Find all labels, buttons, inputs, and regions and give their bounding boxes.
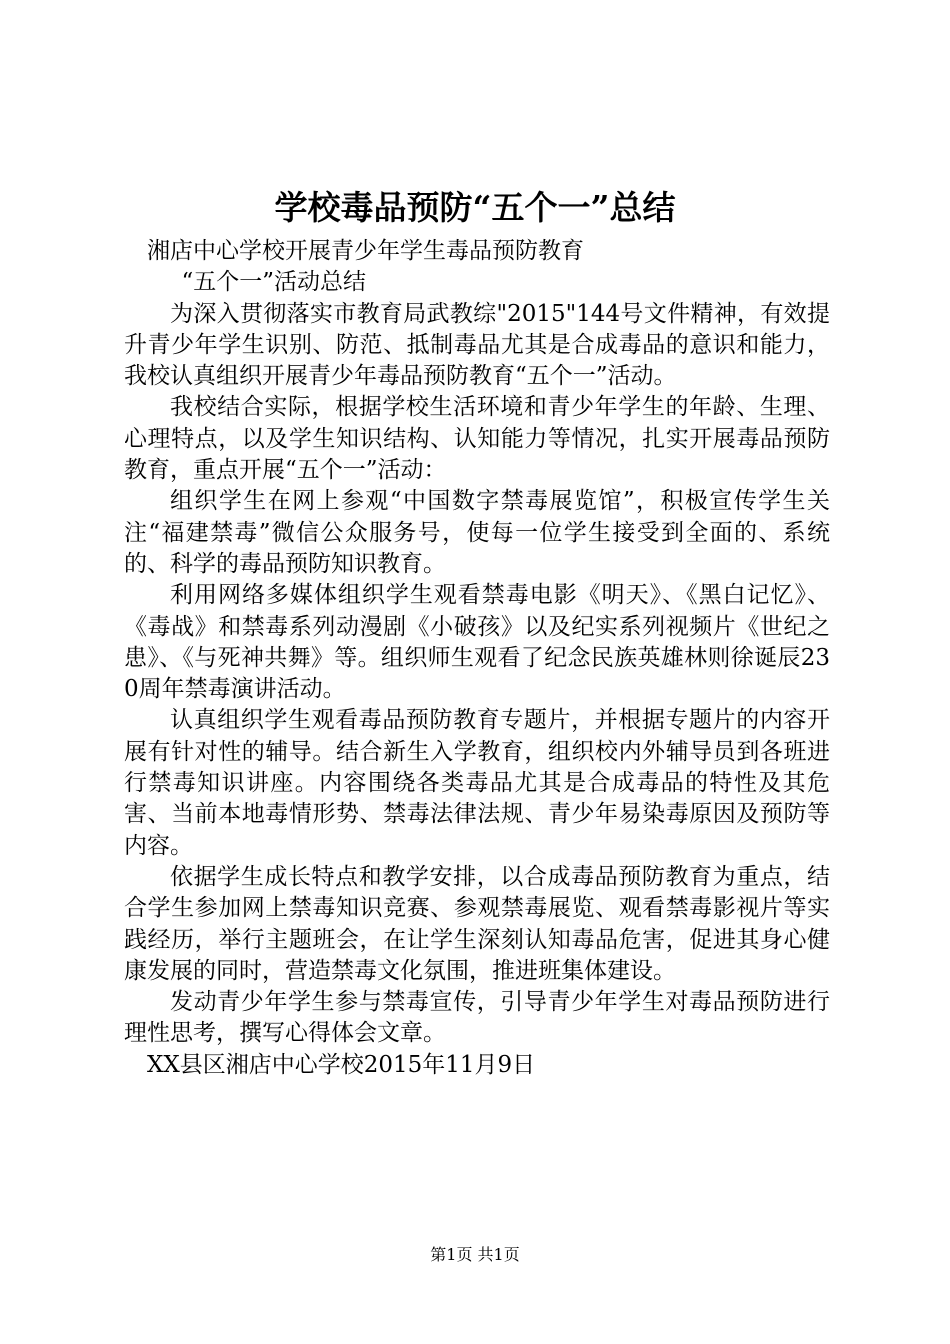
paragraph: 利用网络多媒体组织学生观看禁毒电影《明天》、《黑白记忆》、《毒战》和禁毒系列动漫剧《小破孩》以及纪实系列视频片《世纪之患》、《与死神共舞》等。组织师生观看了纪念民族英雄林则徐诞辰230周年禁毒演讲活动。 xyxy=(124,582,830,703)
signature-line: XX县区湘店中心学校2015年11月9日 xyxy=(147,1051,536,1078)
page-footer: 第1页 共1页 xyxy=(430,1245,520,1264)
paragraph: 发动青少年学生参与禁毒宣传，引导青少年学生对毒品预防进行理性思考，撰写心得体会文章。 xyxy=(124,989,830,1047)
paragraph: 我校结合实际，根据学校生活环境和青少年学生的年龄、生理、心理特点，以及学生知识结构、认知能力等情况，扎实开展毒品预防教育，重点开展“五个一”活动： xyxy=(124,394,830,484)
intro-line-1: 湘店中心学校开展青少年学生毒品预防教育 xyxy=(147,238,584,264)
intro-line-2: “五个一”活动总结 xyxy=(181,269,367,296)
paragraph: 依据学生成长特点和教学安排，以合成毒品预防教育为重点，结合学生参加网上禁毒知识竞赛、参观禁毒展览、观看禁毒影视片等实践经历，举行主题班会，在让学生深刻认知毒品危害，促进其身心健康发展的同时，营造禁毒文化氛围，推进班集体建设。 xyxy=(124,863,830,984)
paragraph: 认真组织学生观看毒品预防教育专题片，并根据专题片的内容开展有针对性的辅导。结合新生入学教育，组织校内外辅导员到各班进行禁毒知识讲座。内容围绕各类毒品尤其是合成毒品的特性及其危害、当前本地毒情形势、禁毒法律法规、青少年易染毒原因及预防等内容。 xyxy=(124,707,830,859)
paragraph: 为深入贯彻落实市教育局武教综"2015"144号文件精神，有效提升青少年学生识别、防范、抵制毒品尤其是合成毒品的意识和能力，我校认真组织开展青少年毒品预防教育“五个一”活动。 xyxy=(124,300,830,390)
document-body xyxy=(124,236,830,1081)
paragraph: 组织学生在网上参观“中国数字禁毒展览馆”，积极宣传学生关注“福建禁毒”微信公众服务号，使每一位学生接受到全面的、系统的、科学的毒品预防知识教育。 xyxy=(124,488,830,577)
document-title: 学校毒品预防“五个一”总结 xyxy=(274,188,676,227)
